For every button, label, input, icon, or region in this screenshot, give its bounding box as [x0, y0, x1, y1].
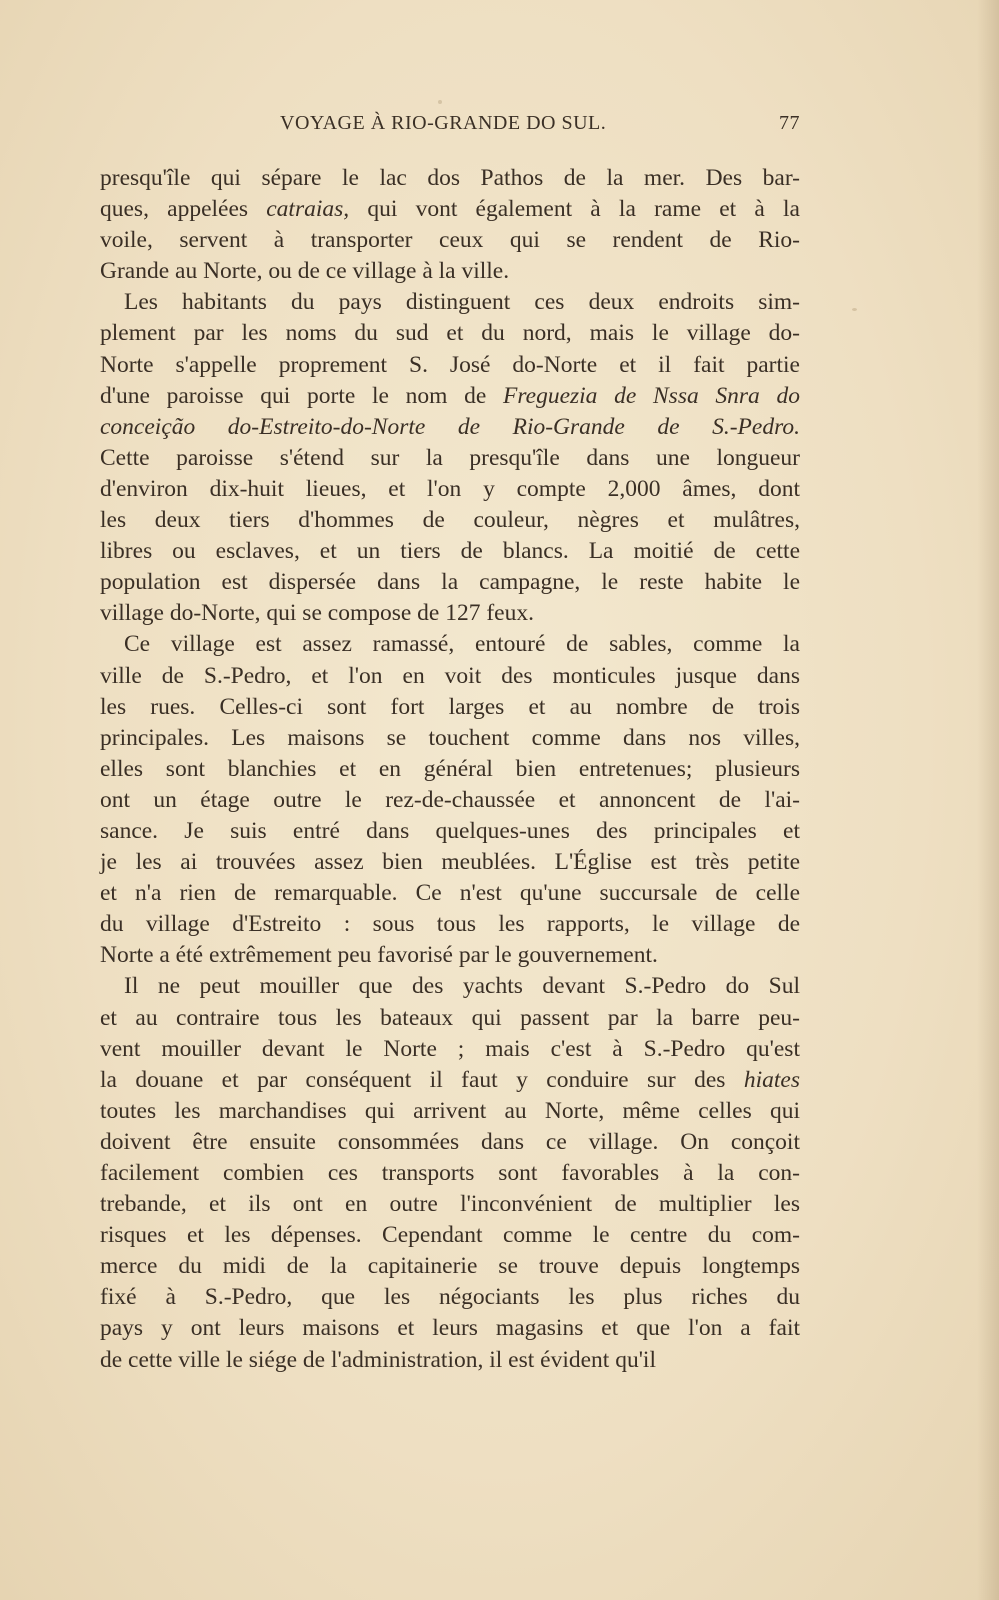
text-segment: vent mouiller devant le Norte ; mais c'est à S.-Pedro qu'est [100, 1035, 800, 1062]
text-segment: qui vont également à la rame et à la [349, 196, 800, 223]
text-line [100, 878, 800, 909]
text-line [100, 661, 800, 692]
text-line [100, 381, 800, 412]
text-segment: fixé à S.-Pedro, que les négociants les plus riches du [100, 1284, 800, 1311]
text-line [100, 225, 800, 256]
text-line [100, 1065, 800, 1096]
text-line [100, 287, 800, 318]
text-line [100, 909, 800, 940]
text-segment: doivent être ensuite consommées dans ce village. On conçoit [100, 1128, 800, 1155]
text-segment: Norte a été extrêmement peu favorisé par le gouvernement. [100, 942, 658, 969]
text-segment: plement par les noms du sud et du nord, mais le village do- [100, 320, 800, 347]
text-segment: sance. Je suis entré dans quelques-unes des principales et [100, 817, 800, 844]
text-line [100, 1096, 800, 1127]
text-segment: presqu'île qui sépare le lac dos Pathos de la mer. Des bar- [100, 165, 800, 191]
text-line [100, 785, 800, 816]
text-line [100, 940, 800, 971]
text-line [100, 567, 800, 598]
text-segment: voile, servent à transporter ceux qui se rendent de Rio- [100, 227, 800, 254]
text-line [100, 1034, 800, 1065]
text-line [100, 256, 800, 287]
text-line [100, 1127, 800, 1158]
italic-text-segment: Freguezia de Nssa Snra do [503, 382, 800, 409]
text-line [100, 754, 800, 785]
text-segment: Cette paroisse s'étend sur la presqu'île dans une longueur [100, 444, 800, 471]
text-segment: les deux tiers d'hommes de couleur, nègres et mulâtres, [100, 507, 800, 534]
text-line [100, 1251, 800, 1282]
text-segment: ville de S.-Pedro, et l'on en voit des monticules jusque dans [100, 662, 800, 689]
text-line [100, 692, 800, 723]
page-number: 77 [779, 112, 800, 134]
text-line [100, 816, 800, 847]
text-line [100, 723, 800, 754]
text-segment: ques, appelées [100, 196, 267, 223]
text-line [100, 318, 800, 349]
text-line [100, 1313, 800, 1344]
text-segment: libres ou esclaves, et un tiers de blancs. La moitié de cette [100, 538, 800, 565]
body-text [100, 163, 800, 1376]
text-line [100, 194, 800, 225]
text-segment: du village d'Estreito : sous tous les rapports, le village de [100, 911, 800, 938]
text-segment: et au contraire tous les bateaux qui passent par la barre peu- [100, 1004, 800, 1031]
italic-text-segment: conceição do-Estreito-do-Norte de Rio-Grande de S.-Pedro. [100, 413, 800, 440]
text-segment: ont un étage outre le rez-de-chaussée et annoncent de l'ai- [100, 786, 800, 813]
text-line [100, 474, 800, 505]
text-segment: de cette ville le siége de l'administration, il est évident qu'il [100, 1346, 656, 1373]
text-line [100, 1189, 800, 1220]
text-segment: d'une paroisse qui porte le nom de [100, 382, 504, 409]
text-line [100, 350, 800, 381]
running-title: VOYAGE À RIO-GRANDE DO SUL. [280, 112, 607, 134]
text-line [100, 971, 800, 1002]
italic-text-segment: hiates [743, 1066, 800, 1093]
text-line [100, 536, 800, 567]
text-segment: merce du midi de la capitainerie se trouve depuis longtemps [100, 1253, 800, 1280]
text-line [100, 598, 800, 629]
text-line [100, 1158, 800, 1189]
text-segment: toutes les marchandises qui arrivent au Norte, même celles qui [100, 1097, 800, 1124]
text-segment: je les ai trouvées assez bien meublées. L'Église est très petite [100, 849, 800, 876]
text-line [100, 412, 800, 443]
text-segment: pays y ont leurs maisons et leurs magasins et que l'on a fait [100, 1315, 800, 1342]
italic-text-segment: catraias, [266, 196, 350, 223]
text-segment: les rues. Celles-ci sont fort larges et au nombre de trois [100, 693, 800, 720]
text-segment: facilement combien ces transports sont favorables à la con- [100, 1160, 800, 1186]
text-segment: Grande au Norte, ou de ce village à la ville. [100, 258, 510, 285]
text-line [100, 1003, 800, 1034]
text-line [100, 629, 800, 660]
text-segment: Les habitants du pays distinguent ces deux endroits sim- [124, 289, 800, 316]
text-segment: risques et les dépenses. Cependant comme le centre du com- [100, 1222, 800, 1249]
text-segment: principales. Les maisons se touchent comme dans nos villes, [100, 724, 800, 751]
text-segment: et n'a rien de remarquable. Ce n'est qu'une succursale de celle [100, 880, 800, 907]
text-segment: village do-Norte, qui se compose de 127 feux. [100, 600, 534, 627]
text-line [100, 1282, 800, 1313]
paper-foxing-spot [852, 308, 857, 311]
text-segment: d'environ dix-huit lieues, et l'on y compte 2,000 âmes, dont [100, 475, 800, 502]
text-segment: trebande, et ils ont en outre l'inconvénient de multiplier les [100, 1191, 800, 1218]
text-segment: elles sont blanchies et en général bien entretenues; plusieurs [100, 755, 800, 782]
paper-foxing-spot [438, 100, 442, 104]
page-edge-shadow [977, 0, 999, 1600]
text-line [100, 163, 800, 194]
text-line [100, 505, 800, 536]
running-head [100, 112, 800, 142]
text-segment: Il ne peut mouiller que des yachts devant S.-Pedro do Sul [124, 973, 800, 1000]
text-line [100, 1220, 800, 1251]
text-segment: la douane et par conséquent il faut y conduire sur des [100, 1066, 744, 1093]
text-line [100, 443, 800, 474]
text-line [100, 847, 800, 878]
text-line [100, 1345, 800, 1376]
text-segment: Norte s'appelle proprement S. José do-Norte et il fait partie [100, 351, 800, 378]
text-segment: population est dispersée dans la campagne, le reste habite le [100, 569, 800, 596]
text-segment: Ce village est assez ramassé, entouré de sables, comme la [124, 631, 800, 658]
